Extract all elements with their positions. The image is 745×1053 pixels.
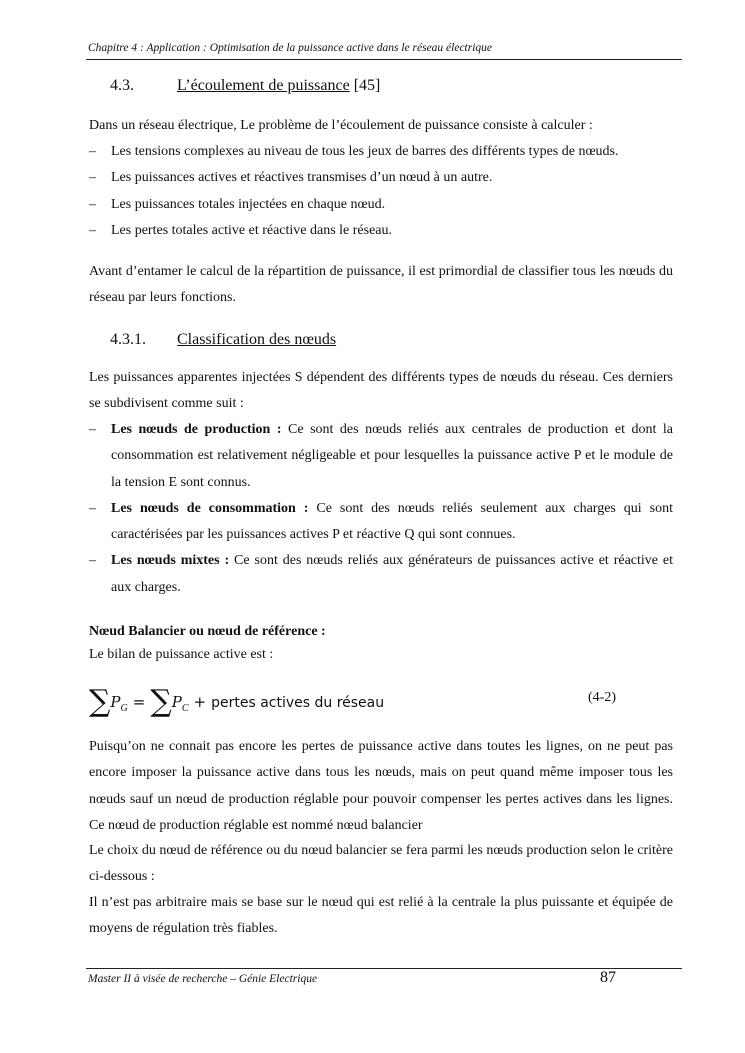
list-item: – Les puissances actives et réactives transmises d’un nœud à un autre. (89, 165, 673, 191)
equation-sub-g: G (120, 703, 128, 714)
list-item (89, 496, 673, 549)
subsection-title-wrapper (177, 331, 336, 349)
subsection-number: 4.3.1. (110, 331, 146, 348)
intro-paragraph: Dans un réseau électrique, Le problème de l’écoulement de puissance consiste à calculer : (89, 118, 593, 133)
list-item (89, 417, 673, 496)
page-number: 87 (600, 969, 616, 986)
choix-paragraph: Le choix du nœud de référence ou du nœud balancier se fera parmi les nœuds production selon le critère ci-dessous : (89, 843, 673, 885)
list-item-term: Les nœuds de consommation : (111, 500, 309, 516)
equation-equals: = (132, 693, 146, 711)
header-rule (86, 59, 682, 60)
equation-var-pc: P (171, 693, 182, 711)
running-header: Chapitre 4 : Application : Optimisation de la puissance active dans le réseau électrique (88, 42, 493, 54)
equation-plus: + (193, 693, 207, 711)
equation-number: (4-2) (588, 690, 616, 705)
section-citation: [45] (349, 77, 381, 94)
avant-paragraph: Avant d’entamer le calcul de la répartition de puissance, il est primordial de classifier tous les nœuds du réseau par leurs fonctions. (89, 264, 673, 306)
node-types-list (89, 417, 673, 601)
classification-paragraph: Les puissances apparentes injectées S dépendent des différents types de nœuds du réseau. Ces derniers se subdivisent comme suit : (89, 370, 673, 412)
footer-rule (86, 968, 682, 969)
equation-text: pertes actives du réseau (211, 695, 385, 711)
criterion-paragraph: Il n’est pas arbitraire mais se base sur le nœud qui est relié à la centrale la plus puissante et équipée de moyens de régulation très fiables. (89, 895, 673, 937)
puisqu-paragraph: Puisqu’on ne connait pas encore les pertes de puissance active dans toutes les lignes, on ne peut pas encore imposer la puissance active dans tous les nœuds, mais on peut quand même imposer tous les nœuds sauf un nœud de production réglable pour pouvoir compenser les pertes actives dans les lignes. Ce nœud de production réglable est nommé nœud balancier (89, 739, 673, 833)
running-footer: Master II à visée de recherche – Génie Electrique (88, 973, 318, 985)
power-balance-equation (89, 680, 629, 719)
section-number: 4.3. (110, 77, 134, 94)
list-item: – Les pertes totales active et réactive dans le réseau. (89, 218, 673, 244)
list-item-desc: Ce sont des nœuds reliés aux générateurs de puissances active et réactive et aux charges. (111, 553, 673, 595)
section-heading-4-3 (110, 77, 381, 95)
list-item: – Les tensions complexes au niveau de tous les jeux de barres des différents types de nœuds. (89, 139, 673, 165)
bilan-text: Le bilan de puissance active est : (89, 647, 274, 662)
sum-symbol: ∑ (150, 684, 172, 719)
subsection-title: Classification des nœuds (177, 331, 337, 348)
balancier-heading: Nœud Balancier ou nœud de référence : (89, 624, 326, 639)
sum-symbol: ∑ (89, 684, 111, 719)
list-item-term: Les nœuds de production : (111, 422, 282, 437)
list-item-term: Les nœuds mixtes : (111, 553, 230, 569)
section-title: L’écoulement de puissance (177, 77, 350, 94)
list-item-desc: Ce sont des nœuds reliés aux centrales de production et dont la consommation est relativement négligeable et pour lesquelles la puissance active P et le module de la tension E sont connus. (111, 422, 673, 490)
intro-list (89, 139, 673, 244)
section-heading-4-3-1 (110, 331, 337, 349)
list-item: – Les puissances totales injectées en chaque nœud. (89, 192, 673, 218)
list-item-desc: Ce sont des nœuds reliés seulement aux charges qui sont caractérisées par les puissances actives P et réactive Q qui sont connues. (111, 500, 673, 543)
section-title-wrapper (177, 77, 380, 95)
equation-sub-c: C (181, 703, 189, 714)
list-item (89, 548, 673, 601)
equation-var-pg: P (110, 693, 121, 711)
